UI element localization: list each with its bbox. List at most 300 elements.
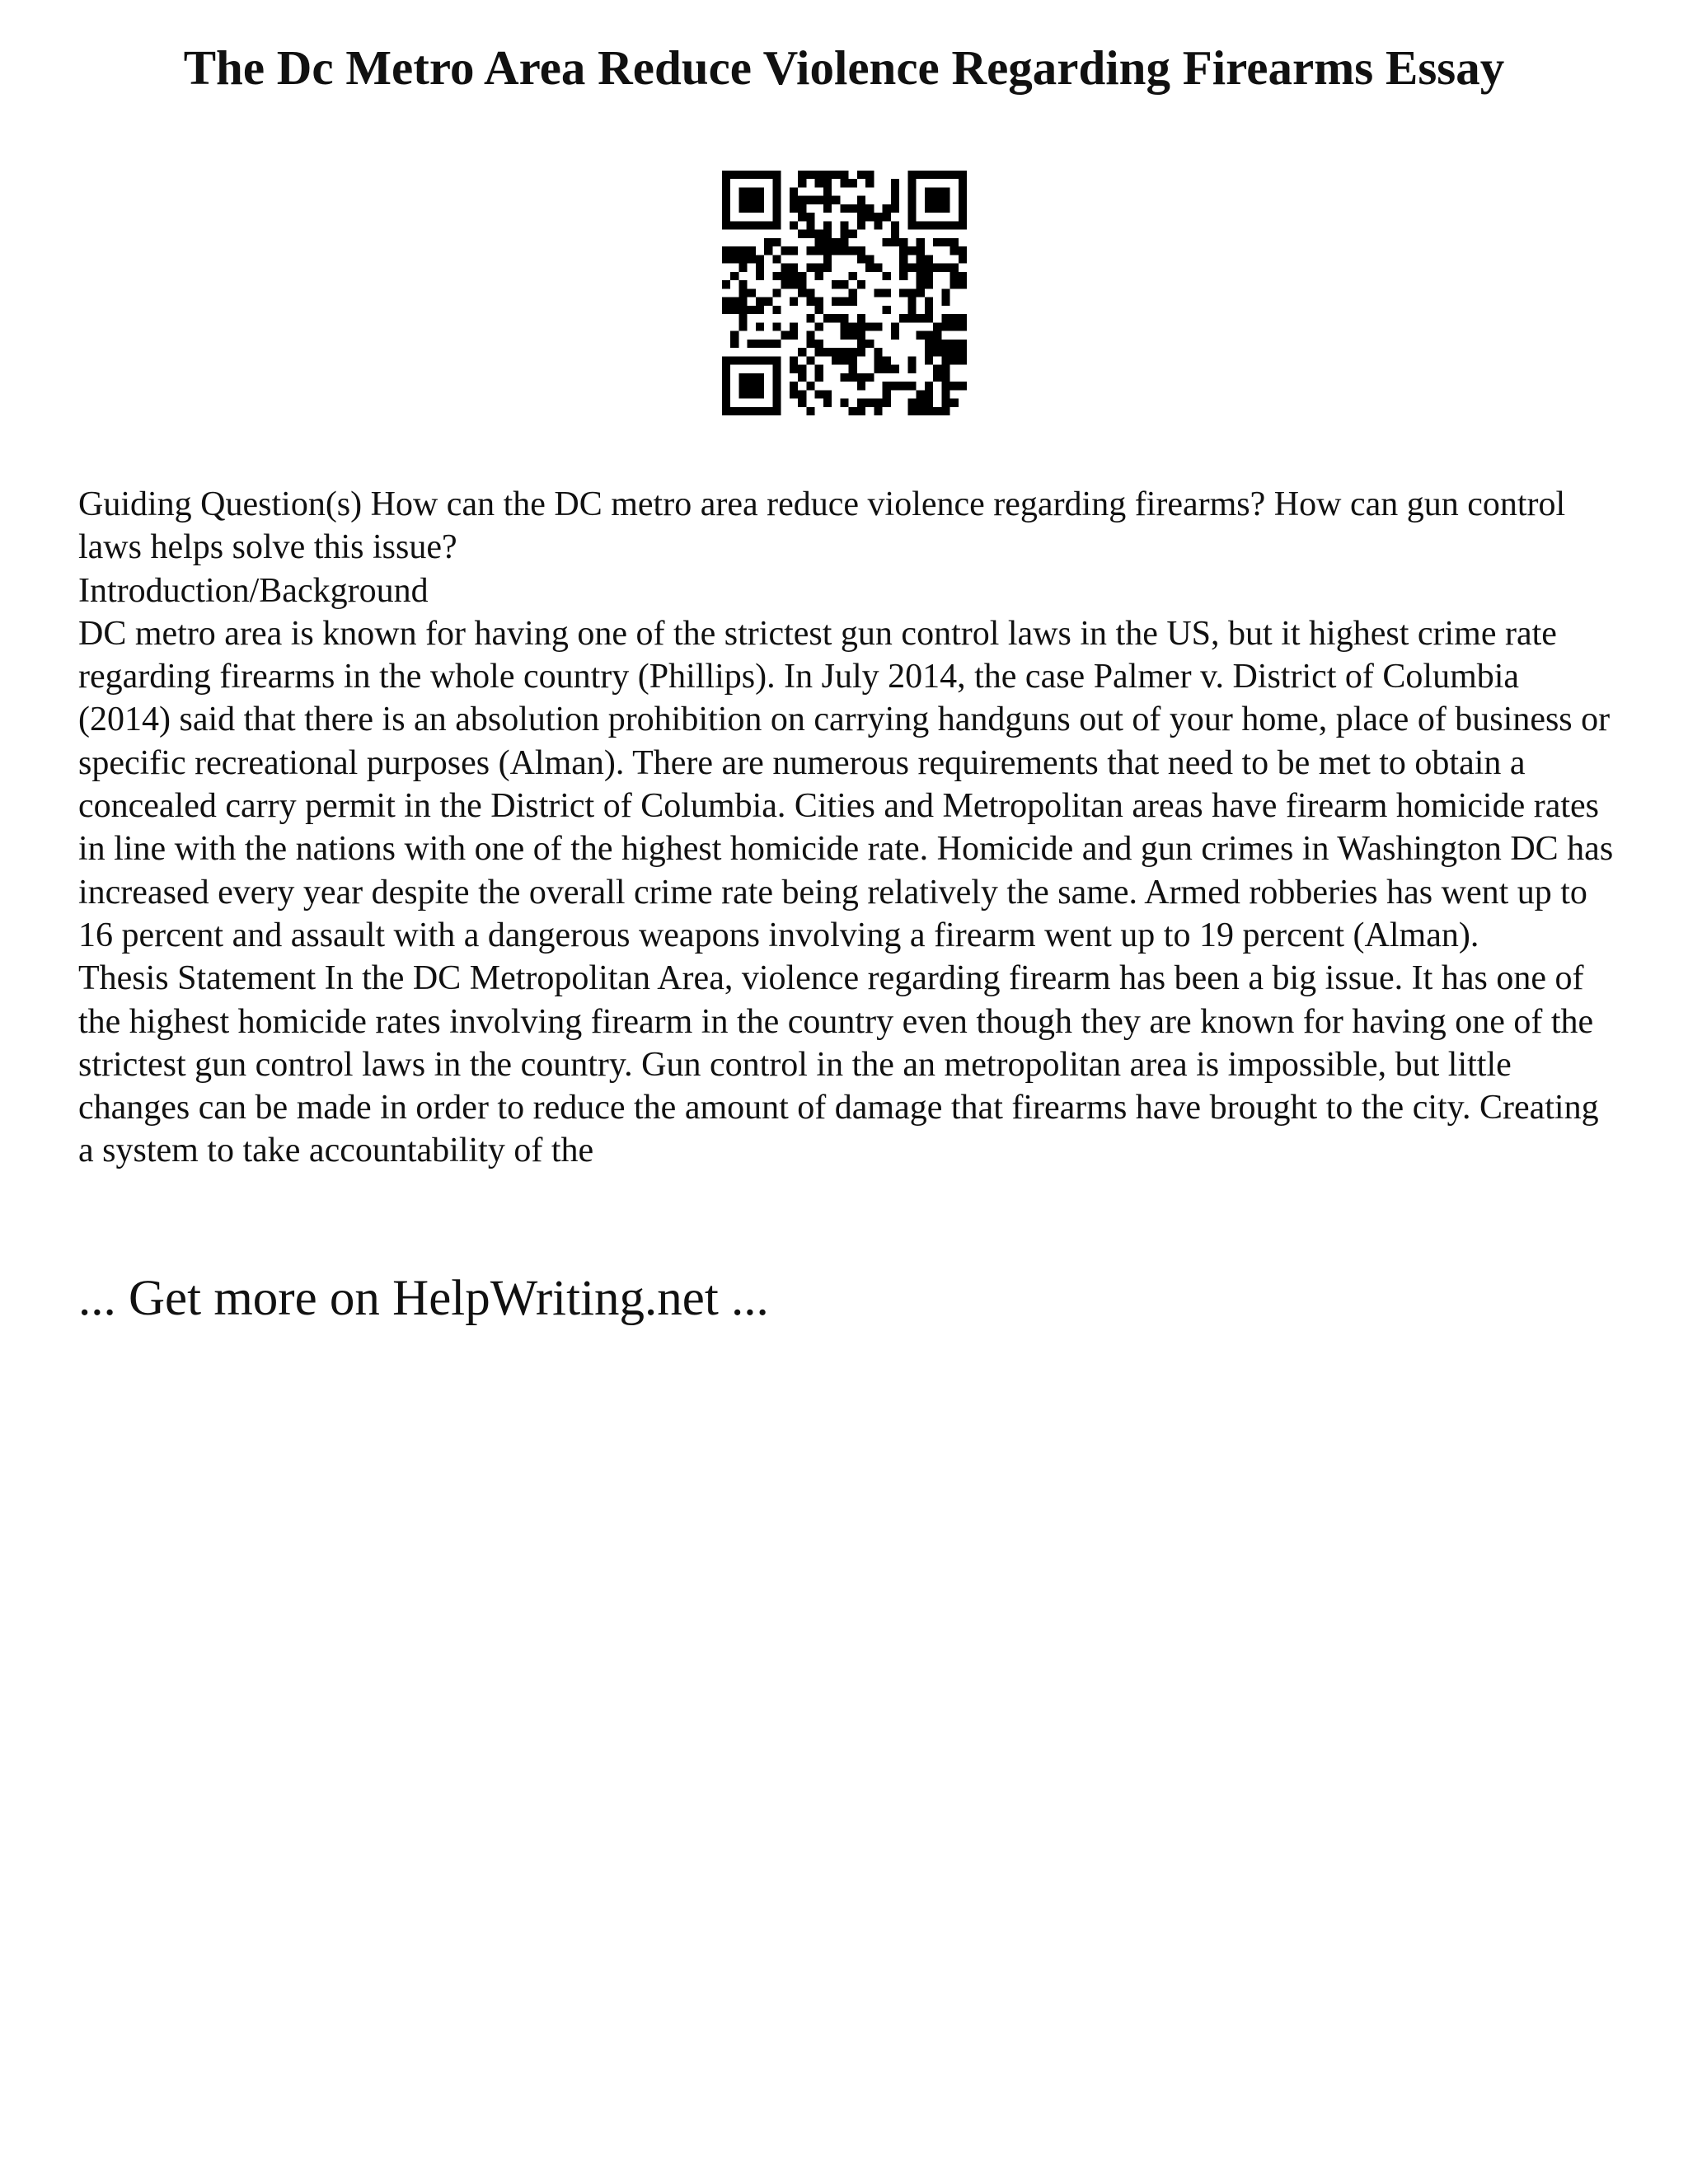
qr-module [857,399,865,407]
qr-module [781,272,790,280]
qr-module [738,356,747,364]
qr-module [907,196,916,204]
qr-module [738,264,747,272]
qr-module [941,382,950,390]
qr-module [917,238,925,246]
qr-module [772,390,781,398]
qr-module [823,221,832,229]
qr-module [907,298,916,306]
qr-module [722,280,730,288]
qr-module [950,171,959,179]
qr-module [857,331,865,340]
qr-module [891,204,899,213]
qr-module [756,340,764,348]
qr-module [756,298,764,306]
qr-module [756,373,764,382]
qr-module [917,390,925,398]
qr-module [925,356,933,364]
qr-module [806,264,814,272]
qr-module [959,255,967,263]
qr-module [790,196,798,204]
qr-module [722,255,730,263]
qr-module [738,407,747,415]
qr-module [883,306,891,314]
qr-module [756,322,764,330]
qr-module [772,238,781,246]
qr-module [806,213,814,221]
qr-module [772,399,781,407]
qr-module [722,171,730,179]
qr-module [907,306,916,314]
qr-module [748,382,756,390]
qr-module [840,230,848,238]
qr-module [730,221,738,229]
qr-module [950,238,959,246]
qr-module [722,365,730,373]
qr-module [907,356,916,364]
qr-module [806,171,814,179]
qr-module [941,221,950,229]
qr-module [722,373,730,382]
qr-module [941,390,950,398]
qr-module [832,348,840,356]
qr-module [748,187,756,195]
qr-module [959,213,967,221]
qr-module [917,314,925,322]
qr-module [899,314,907,322]
qr-module [832,171,840,179]
qr-module [849,365,857,373]
qr-module [823,348,832,356]
qr-module [772,306,781,314]
qr-module [772,171,781,179]
qr-module [738,298,747,306]
qr-module [840,171,848,179]
qr-module [941,298,950,306]
qr-module [941,238,950,246]
qr-module [917,399,925,407]
qr-module [925,390,933,398]
qr-module [857,314,865,322]
qr-module [772,373,781,382]
qr-module [933,373,941,382]
qr-module [806,331,814,340]
qr-module [790,204,798,213]
document-title: The Dc Metro Area Reduce Violence Regarding Firearms Essay [183,40,1505,95]
qr-module [756,187,764,195]
qr-module [883,213,891,221]
qr-module [883,382,891,390]
qr-module [832,246,840,255]
helpwriting-link[interactable]: ... Get more on HelpWriting.net ... [78,1271,769,1326]
qr-module [933,204,941,213]
qr-module [933,264,941,272]
qr-module [722,246,730,255]
qr-module [891,196,899,204]
qr-module [730,407,738,415]
qr-module [806,407,814,415]
qr-module [840,356,848,364]
qr-module [798,288,806,297]
qr-module [950,340,959,348]
qr-module [815,365,823,373]
qr-module [748,373,756,382]
qr-module [874,365,882,373]
qr-module [722,298,730,306]
qr-module [925,306,933,314]
qr-module [823,255,832,263]
qr-module [756,171,764,179]
qr-module [857,382,865,390]
qr-module [907,407,916,415]
qr-module [772,255,781,263]
qr-module [857,322,865,330]
qr-module [849,407,857,415]
qr-module [899,288,907,297]
qr-module [798,196,806,204]
qr-module [806,288,814,297]
qr-module [933,348,941,356]
qr-module [730,255,738,263]
qr-module [933,365,941,373]
qr-module [849,298,857,306]
qr-module [933,322,941,330]
qr-module [722,356,730,364]
qr-module [790,382,798,390]
qr-module [738,314,747,322]
qr-module [950,246,959,255]
qr-module [832,298,840,306]
qr-module [907,179,916,187]
qr-module [823,390,832,398]
qr-module [917,255,925,263]
qr-module [738,246,747,255]
qr-module [772,382,781,390]
qr-module [823,230,832,238]
qr-module [798,179,806,187]
qr-module [790,356,798,364]
qr-module [865,171,874,179]
qr-module [941,365,950,373]
qr-module [798,230,806,238]
qr-module [950,356,959,364]
qr-module [756,390,764,398]
qr-module [907,264,916,272]
qr-module [756,196,764,204]
qr-module [815,264,823,272]
qr-module [925,314,933,322]
qr-module [933,407,941,415]
qr-module [756,204,764,213]
qr-module [959,171,967,179]
qr-module [764,298,772,306]
qr-module [883,356,891,364]
qr-module [840,204,848,213]
qr-module [874,348,882,356]
qr-module [756,356,764,364]
qr-module [840,298,848,306]
qr-module [883,399,891,407]
qr-module [730,298,738,306]
qr-module [925,280,933,288]
qr-module [806,298,814,306]
qr-module [764,407,772,415]
qr-module [772,221,781,229]
qr-module [950,272,959,280]
qr-module [764,340,772,348]
qr-module [891,365,899,373]
qr-module [933,331,941,340]
qr-module [738,390,747,398]
qr-module [865,340,874,348]
qr-module [849,288,857,297]
qr-module [941,340,950,348]
qr-module [917,288,925,297]
qr-module [907,187,916,195]
qr-module [722,213,730,221]
qr-module [840,238,848,246]
qr-module [925,298,933,306]
qr-module [815,373,823,382]
qr-module [941,187,950,195]
qr-module [798,365,806,373]
qr-module [959,179,967,187]
qr-module [840,280,848,288]
thesis-paragraph: Thesis Statement In the DC Metropolitan Area, violence regarding firearm has been a big issue. It has one of the highest homicide rates involving firearm in the country even though they are known for having one of the strictest gun control laws in the country. Gun control in the an metropolitan area is impossible, but little changes can be made in order to reduce the amount of damage that firearms have brought to the city. Creating a system to take accountability of the [78,959,1599,1170]
qr-module [815,196,823,204]
qr-module [772,179,781,187]
qr-module [748,196,756,204]
qr-module [925,272,933,280]
qr-module [815,230,823,238]
qr-module [823,187,832,195]
qr-module [781,331,790,340]
qr-module [722,399,730,407]
qr-module [764,246,772,255]
qr-module [907,171,916,179]
qr-module [756,272,764,280]
qr-module [756,306,764,314]
qr-module [772,322,781,330]
qr-module [950,280,959,288]
qr-module [840,322,848,330]
qr-module [933,171,941,179]
qr-module [865,373,874,382]
qr-module [738,204,747,213]
qr-module [806,382,814,390]
qr-module [933,238,941,246]
qr-module [840,221,848,229]
qr-module [748,356,756,364]
document-body [78,483,1620,1173]
qr-module [738,373,747,382]
qr-module [772,272,781,280]
qr-module [722,390,730,398]
qr-module [907,314,916,322]
qr-module [840,373,848,382]
qr-module [722,187,730,195]
qr-module [917,407,925,415]
qr-module [849,246,857,255]
qr-module [933,187,941,195]
qr-module [748,340,756,348]
qr-module [815,272,823,280]
qr-module [959,272,967,280]
qr-module [883,365,891,373]
qr-module [815,246,823,255]
qr-module [925,331,933,340]
qr-module [959,356,967,364]
qr-module [806,340,814,348]
qr-module [917,171,925,179]
qr-module [899,255,907,263]
qr-module [925,196,933,204]
qr-module [849,331,857,340]
qr-module [823,399,832,407]
qr-module [798,348,806,356]
qr-module [865,322,874,330]
qr-module [772,213,781,221]
qr-module [738,196,747,204]
qr-module [738,322,747,330]
qr-module [738,288,747,297]
qr-module [748,288,756,297]
qr-module [790,221,798,229]
qr-module [798,399,806,407]
qr-module [874,407,882,415]
qr-module [907,399,916,407]
qr-module [857,221,865,229]
qr-module [840,331,848,340]
qr-module [806,230,814,238]
qr-module [907,382,916,390]
qr-module [722,204,730,213]
qr-module [857,255,865,263]
section-heading-introduction: Introduction/Background [78,571,429,610]
qr-module [925,255,933,263]
qr-module [748,306,756,314]
qr-module [883,238,891,246]
qr-module [738,306,747,314]
qr-module [738,171,747,179]
qr-module [857,196,865,204]
qr-module [840,399,848,407]
qr-module [772,204,781,213]
qr-module [748,390,756,398]
qr-module [925,407,933,415]
qr-module [748,246,756,255]
qr-module [823,246,832,255]
qr-module [899,382,907,390]
qr-module [823,264,832,272]
qr-code-icon [722,171,967,415]
qr-module [857,340,865,348]
qr-module [959,348,967,356]
qr-module [840,314,848,322]
qr-module [730,171,738,179]
qr-module [798,280,806,288]
qr-module [899,264,907,272]
qr-module [832,238,840,246]
qr-module [959,221,967,229]
qr-module [907,204,916,213]
qr-module [790,280,798,288]
qr-module [891,331,899,340]
qr-module [738,221,747,229]
qr-module [815,298,823,306]
qr-module [941,264,950,272]
qr-module [857,204,865,213]
qr-module [815,340,823,348]
qr-module [865,204,874,213]
qr-module [899,272,907,280]
qr-module [857,373,865,382]
qr-module [941,356,950,364]
qr-module [832,314,840,322]
qr-module [941,204,950,213]
guiding-question-paragraph: Guiding Question(s) How can the DC metro area reduce violence regarding firearms? How can gun control laws helps solve this issue? [78,485,1566,567]
qr-module [790,264,798,272]
qr-module [865,213,874,221]
qr-module [772,356,781,364]
qr-module [891,221,899,229]
qr-module [722,306,730,314]
qr-module [756,407,764,415]
qr-module [883,272,891,280]
qr-module [823,171,832,179]
qr-module [722,382,730,390]
qr-module [917,221,925,229]
qr-module [941,314,950,322]
qr-module [925,340,933,348]
qr-module [959,280,967,288]
qr-module [781,280,790,288]
qr-module [959,246,967,255]
qr-module [959,314,967,322]
qr-module [950,221,959,229]
qr-module [781,246,790,255]
qr-module [738,280,747,288]
qr-module [815,179,823,187]
qr-module [865,264,874,272]
qr-module [790,272,798,280]
qr-module [925,264,933,272]
qr-module [772,187,781,195]
qr-module [790,246,798,255]
qr-module [950,399,959,407]
qr-module [832,356,840,364]
qr-module [925,382,933,390]
qr-module [756,264,764,272]
qr-module [748,407,756,415]
qr-module [798,171,806,179]
qr-module [874,322,882,330]
qr-module [806,221,814,229]
qr-module [806,246,814,255]
qr-module [722,407,730,415]
qr-module [925,187,933,195]
qr-module [865,399,874,407]
qr-module [815,322,823,330]
qr-module [857,280,865,288]
qr-module [925,399,933,407]
qr-module [790,298,798,306]
qr-module [798,373,806,382]
qr-module [874,288,882,297]
qr-module [933,340,941,348]
qr-module [806,314,814,322]
qr-module [891,322,899,330]
